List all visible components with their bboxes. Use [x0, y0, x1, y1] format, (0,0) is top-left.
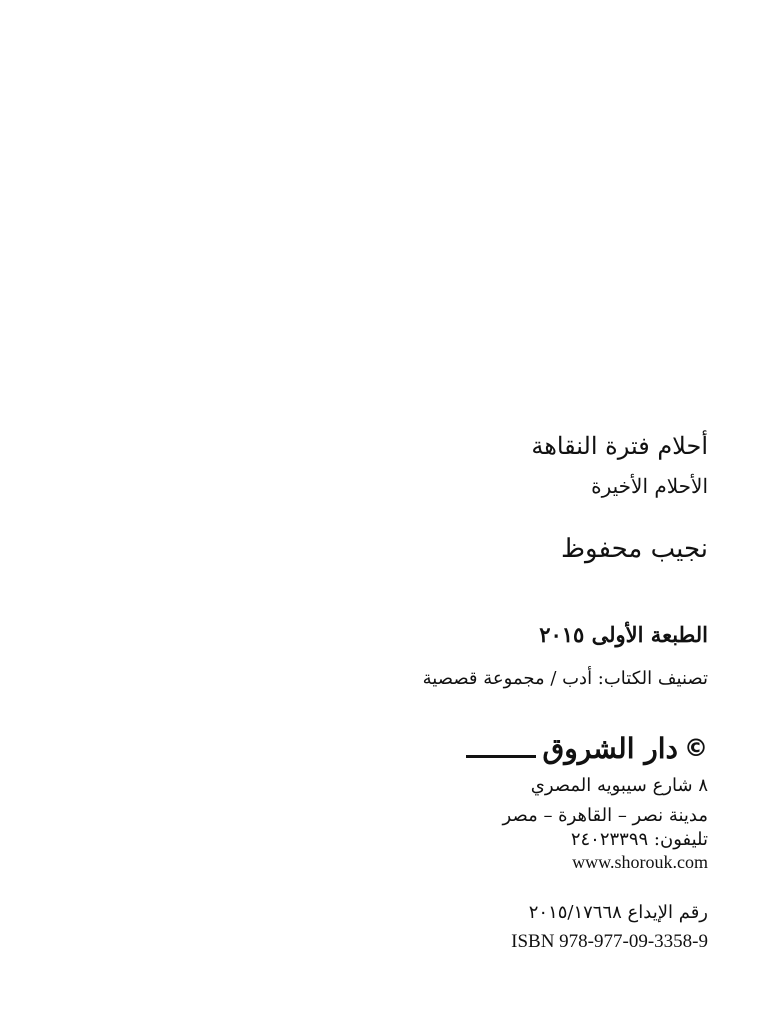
publisher-name: دار الشروق [542, 732, 678, 765]
deposit-number: رقم الإيداع ٢٠١٥/١٧٦٦٨ [528, 902, 708, 923]
classification-line: تصنيف الكتاب: أدب / مجموعة قصصية [422, 668, 708, 689]
publisher-address-line-1: ٨ شارع سيبويه المصري [530, 775, 708, 796]
book-title: أحلام فترة النقاهة [531, 432, 708, 460]
publisher-logo-flourish [466, 755, 536, 758]
publisher-website: www.shorouk.com [572, 852, 708, 872]
publisher-logo [466, 732, 708, 766]
publisher-address-line-2: مدينة نصر – القاهرة – مصر [502, 805, 708, 826]
publisher-phone: تليفون: ٢٤٠٢٣٣٩٩ [570, 829, 708, 850]
author-name: نجيب محفوظ [561, 534, 708, 564]
copyright-symbol: © [684, 734, 708, 763]
book-subtitle: الأحلام الأخيرة [591, 474, 708, 498]
edition-line: الطبعة الأولى ٢٠١٥ [539, 622, 708, 647]
isbn-number: ISBN 978-977-09-3358-9 [511, 931, 708, 952]
